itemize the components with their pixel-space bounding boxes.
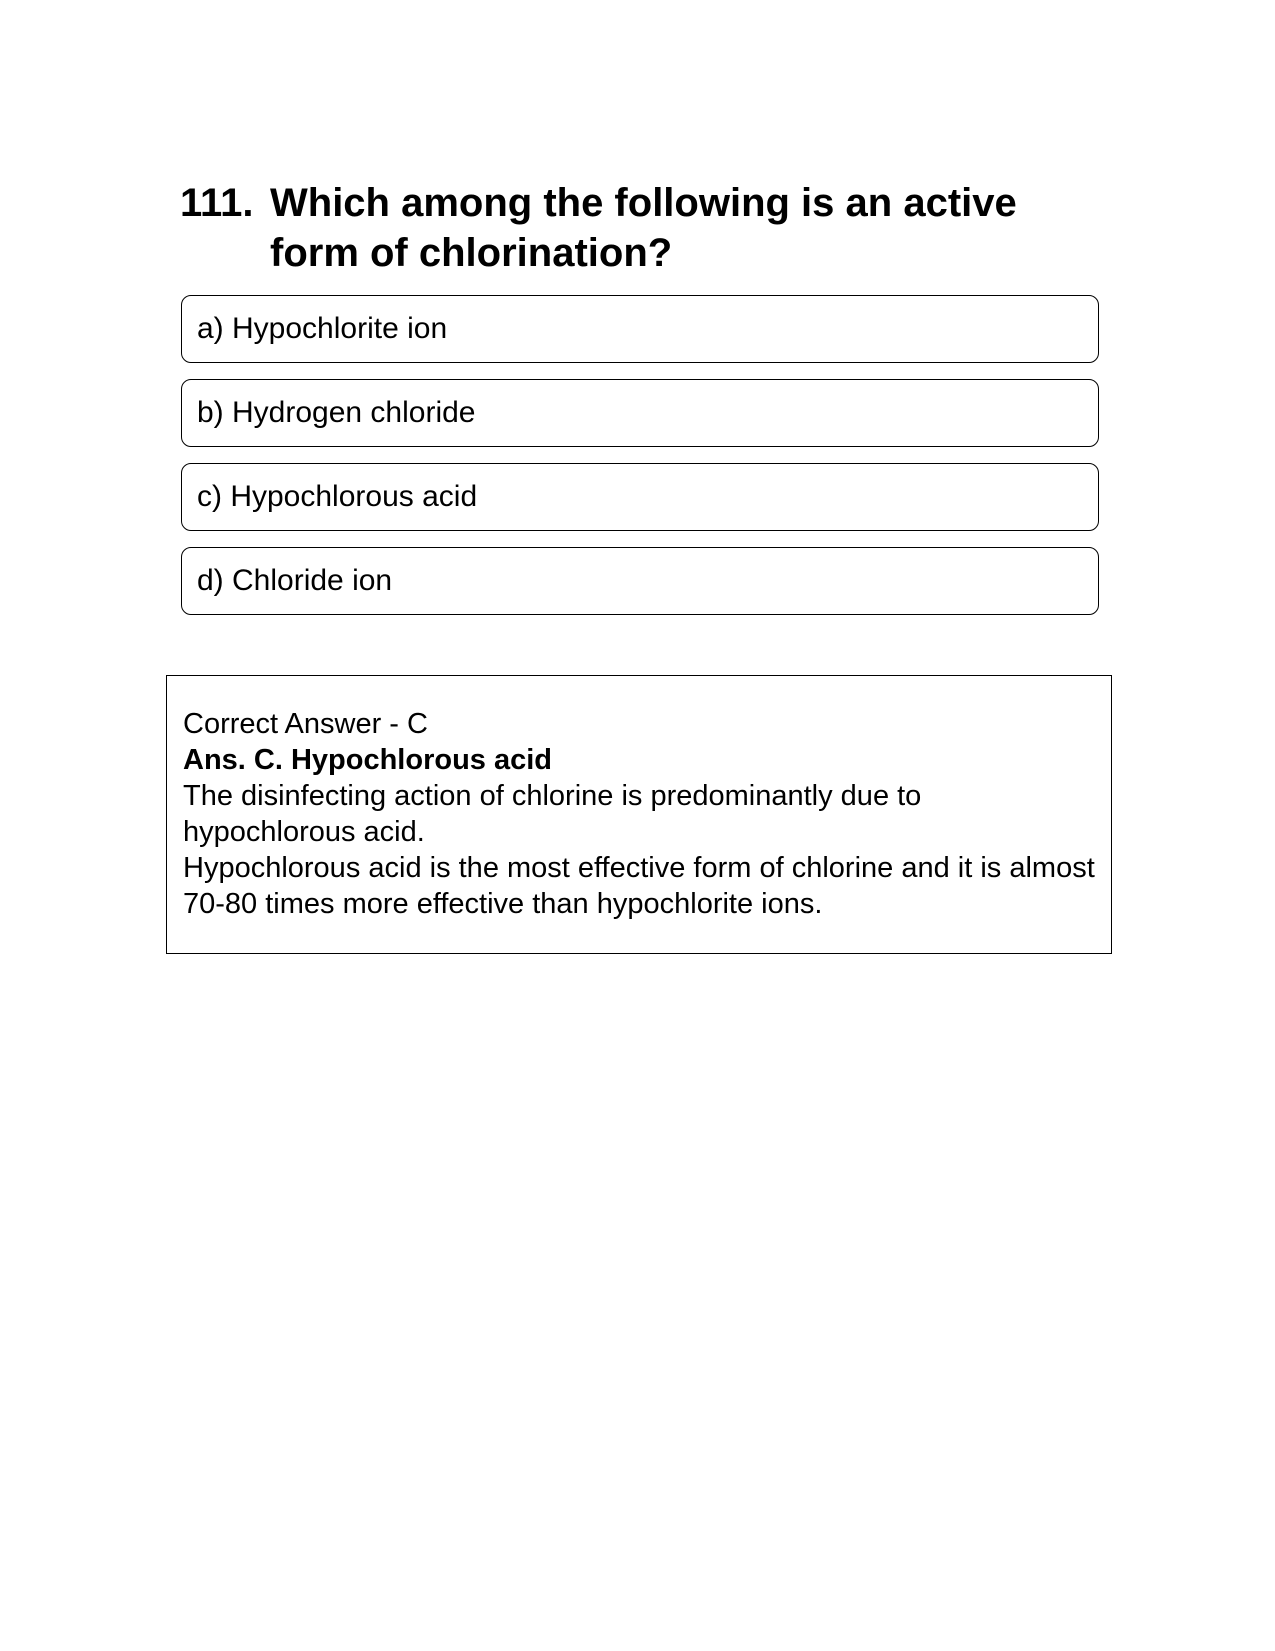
question [180,178,1100,278]
options-list [181,295,1099,631]
option-d[interactable] [181,547,1099,615]
explanation-line-1: The disinfecting action of chlorine is predominantly due to hypochlorous acid. [183,780,922,848]
correct-answer: Correct Answer - C [183,708,428,740]
question-text: Which among the following is an active form of chlorination? [270,181,1017,275]
explanation-line-2: Hypochlorous acid is the most effective form of chlorine and it is almost 70-80 times more effective than hypochlorite ions. [183,852,1095,920]
option-c-label: c) Hypochlorous acid [197,480,478,513]
question-number: 111. [180,181,254,225]
option-a[interactable] [181,295,1099,363]
option-a-label: a) Hypochlorite ion [197,312,448,345]
option-d-label: d) Chloride ion [197,564,393,597]
answer-heading: Ans. C. Hypochlorous acid [183,744,552,776]
option-b-label: b) Hydrogen chloride [197,396,476,429]
option-c[interactable] [181,463,1099,531]
answer-explanation [166,675,1112,954]
option-b[interactable] [181,379,1099,447]
